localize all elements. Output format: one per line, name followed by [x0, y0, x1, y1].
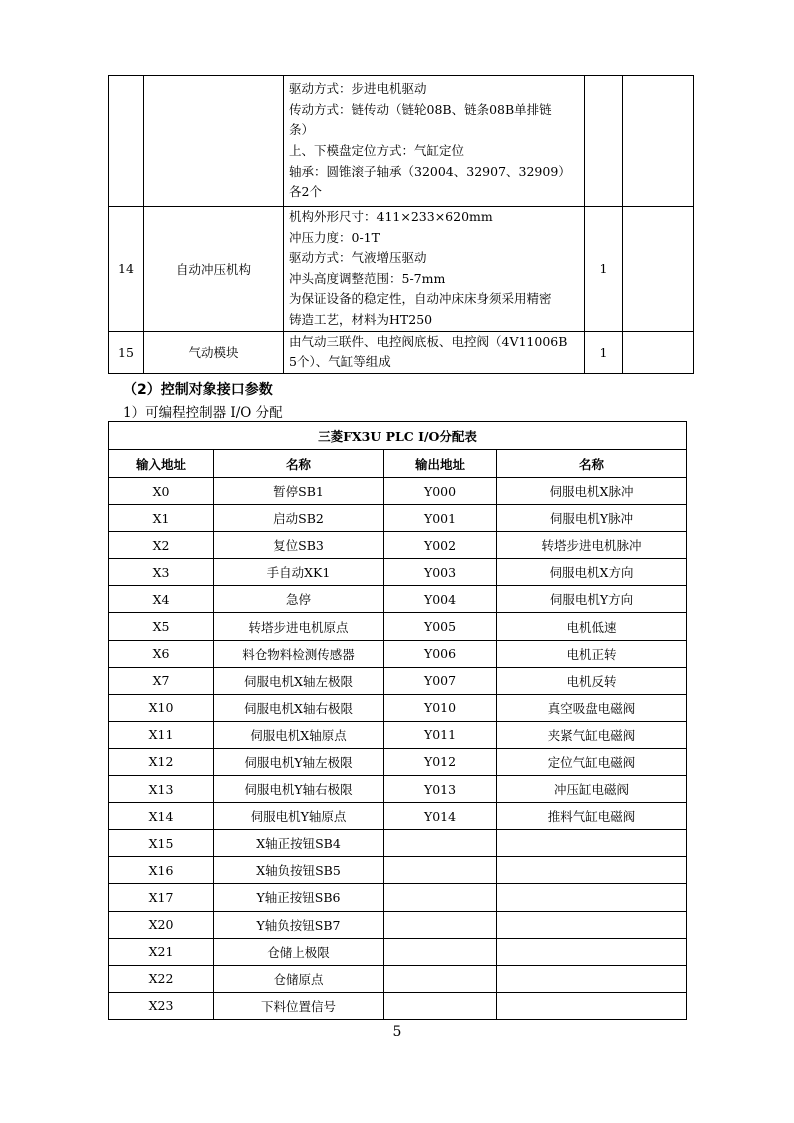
section-heading: （2）控制对象接口参数	[123, 382, 273, 398]
equipment-number: 15	[109, 331, 144, 373]
input-name: Y轴负按钮SB7	[214, 911, 384, 938]
input-address: X11	[109, 721, 214, 748]
input-name: Y轴正按钮SB6	[214, 884, 384, 911]
input-name: 仓储原点	[214, 965, 384, 992]
output-address: Y012	[384, 748, 497, 775]
io-table-title: 三菱FX3U PLC I/O分配表	[109, 422, 687, 450]
output-name: 伺服电机Y方向	[497, 586, 687, 613]
output-name: 推料气缸电磁阀	[497, 803, 687, 830]
io-row	[109, 776, 687, 803]
output-address	[384, 992, 497, 1019]
input-name: 复位SB3	[214, 532, 384, 559]
output-name: 电机正转	[497, 640, 687, 667]
output-name	[497, 938, 687, 965]
equipment-remark	[623, 331, 694, 373]
input-address: X3	[109, 559, 214, 586]
output-address: Y013	[384, 776, 497, 803]
description-line: 由气动三联件、电控阀底板、电控阀（4V11006B	[289, 333, 568, 349]
input-name: 料仓物料检测传感器	[214, 640, 384, 667]
output-name: 定位气缸电磁阀	[497, 748, 687, 775]
output-name	[497, 857, 687, 884]
io-row	[109, 586, 687, 613]
header-input-name: 名称	[214, 450, 384, 478]
output-name: 伺服电机X方向	[497, 559, 687, 586]
input-address: X4	[109, 586, 214, 613]
description-line: 轴承：圆锥滚子轴承（32004、32907、32909）	[289, 163, 571, 179]
input-address: X1	[109, 505, 214, 532]
page-number: 5	[392, 1024, 402, 1040]
input-name: 伺服电机X轴左极限	[214, 667, 384, 694]
input-name: 伺服电机X轴原点	[214, 721, 384, 748]
input-address: X14	[109, 803, 214, 830]
io-row	[109, 694, 687, 721]
input-address: X5	[109, 613, 214, 640]
equipment-name: 自动冲压机构	[144, 207, 284, 332]
io-row	[109, 830, 687, 857]
description-line: 铸造工艺，材料为HT250	[289, 311, 433, 327]
description-line: 5个）、气缸等组成	[289, 354, 391, 370]
header-output-address: 输出地址	[384, 450, 497, 478]
io-row	[109, 965, 687, 992]
output-address	[384, 965, 497, 992]
output-name	[497, 965, 687, 992]
output-address	[384, 857, 497, 884]
output-address: Y006	[384, 640, 497, 667]
io-row	[109, 992, 687, 1019]
input-name: X轴负按钮SB5	[214, 857, 384, 884]
input-name: 伺服电机Y轴左极限	[214, 748, 384, 775]
description-line: 冲压力度：0-1T	[289, 229, 380, 245]
description-line: 冲头高度调整范围：5-7mm	[289, 270, 446, 286]
output-address: Y005	[384, 613, 497, 640]
equipment-row	[109, 331, 694, 373]
equipment-table	[108, 75, 694, 374]
description-line: 传动方式：链传动（链轮08B、链条08B单排链	[289, 101, 552, 117]
output-address: Y011	[384, 721, 497, 748]
input-name: 暂停SB1	[214, 478, 384, 505]
io-row	[109, 911, 687, 938]
input-name: 仓储上极限	[214, 938, 384, 965]
io-row	[109, 505, 687, 532]
output-name: 伺服电机X脉冲	[497, 478, 687, 505]
output-address: Y001	[384, 505, 497, 532]
input-name: 手自动XK1	[214, 559, 384, 586]
output-name	[497, 884, 687, 911]
input-name: 转塔步进电机原点	[214, 613, 384, 640]
io-row	[109, 721, 687, 748]
output-name: 夹紧气缸电磁阀	[497, 721, 687, 748]
equipment-description	[284, 207, 585, 332]
equipment-description	[284, 76, 585, 207]
io-row	[109, 640, 687, 667]
equipment-quantity: 1	[585, 331, 623, 373]
input-address: X22	[109, 965, 214, 992]
output-name	[497, 992, 687, 1019]
output-name: 转塔步进电机脉冲	[497, 532, 687, 559]
input-address: X0	[109, 478, 214, 505]
output-name: 电机低速	[497, 613, 687, 640]
io-row	[109, 532, 687, 559]
equipment-remark	[623, 207, 694, 332]
input-address: X6	[109, 640, 214, 667]
description-line: 条）	[289, 122, 315, 138]
io-table-body	[109, 422, 687, 1020]
input-name: 下料位置信号	[214, 992, 384, 1019]
equipment-number	[109, 76, 144, 207]
input-address: X21	[109, 938, 214, 965]
equipment-name	[144, 76, 284, 207]
input-name: 伺服电机Y轴右极限	[214, 776, 384, 803]
output-address: Y003	[384, 559, 497, 586]
description-line: 各2个	[289, 184, 322, 200]
input-address: X17	[109, 884, 214, 911]
equipment-row	[109, 76, 694, 207]
equipment-description	[284, 331, 585, 373]
input-address: X13	[109, 776, 214, 803]
description-line: 为保证设备的稳定性，自动冲床床身须采用精密	[289, 291, 552, 307]
output-address	[384, 830, 497, 857]
header-input-address: 输入地址	[109, 450, 214, 478]
output-address	[384, 938, 497, 965]
output-name	[497, 830, 687, 857]
output-address: Y014	[384, 803, 497, 830]
output-address	[384, 911, 497, 938]
output-name	[497, 911, 687, 938]
equipment-quantity	[585, 76, 623, 207]
equipment-remark	[623, 76, 694, 207]
equipment-quantity: 1	[585, 207, 623, 332]
output-address: Y004	[384, 586, 497, 613]
sub-heading: 1）可编程控制器 I/O 分配	[123, 405, 283, 421]
input-name: 伺服电机Y轴原点	[214, 803, 384, 830]
output-name: 电机反转	[497, 667, 687, 694]
header-output-name: 名称	[497, 450, 687, 478]
description-line: 机构外形尺寸：411×233×620mm	[289, 209, 493, 224]
io-row	[109, 803, 687, 830]
io-allocation-table	[108, 421, 687, 1020]
io-header-row	[109, 450, 687, 478]
output-name: 真空吸盘电磁阀	[497, 694, 687, 721]
equipment-name: 气动模块	[144, 331, 284, 373]
output-address: Y007	[384, 667, 497, 694]
io-row	[109, 478, 687, 505]
equipment-number: 14	[109, 207, 144, 332]
io-row	[109, 613, 687, 640]
output-address: Y010	[384, 694, 497, 721]
input-name: X轴正按钮SB4	[214, 830, 384, 857]
input-name: 急停	[214, 586, 384, 613]
description-line: 驱动方式：气液增压驱动	[289, 250, 427, 266]
input-address: X16	[109, 857, 214, 884]
equipment-row	[109, 207, 694, 332]
input-address: X23	[109, 992, 214, 1019]
description-line: 上、下模盘定位方式：气缸定位	[289, 143, 465, 158]
input-address: X10	[109, 694, 214, 721]
io-row	[109, 884, 687, 911]
equipment-table-body	[109, 76, 694, 374]
output-name: 伺服电机Y脉冲	[497, 505, 687, 532]
output-address: Y002	[384, 532, 497, 559]
description-line: 驱动方式：步进电机驱动	[289, 81, 427, 97]
input-name: 启动SB2	[214, 505, 384, 532]
input-address: X7	[109, 667, 214, 694]
io-row	[109, 667, 687, 694]
output-address	[384, 884, 497, 911]
io-row	[109, 748, 687, 775]
input-address: X15	[109, 830, 214, 857]
io-row	[109, 559, 687, 586]
input-address: X12	[109, 748, 214, 775]
output-name: 冲压缸电磁阀	[497, 776, 687, 803]
io-row	[109, 938, 687, 965]
io-title-row	[109, 422, 687, 450]
input-address: X20	[109, 911, 214, 938]
input-address: X2	[109, 532, 214, 559]
output-address: Y000	[384, 478, 497, 505]
input-name: 伺服电机X轴右极限	[214, 694, 384, 721]
io-row	[109, 857, 687, 884]
